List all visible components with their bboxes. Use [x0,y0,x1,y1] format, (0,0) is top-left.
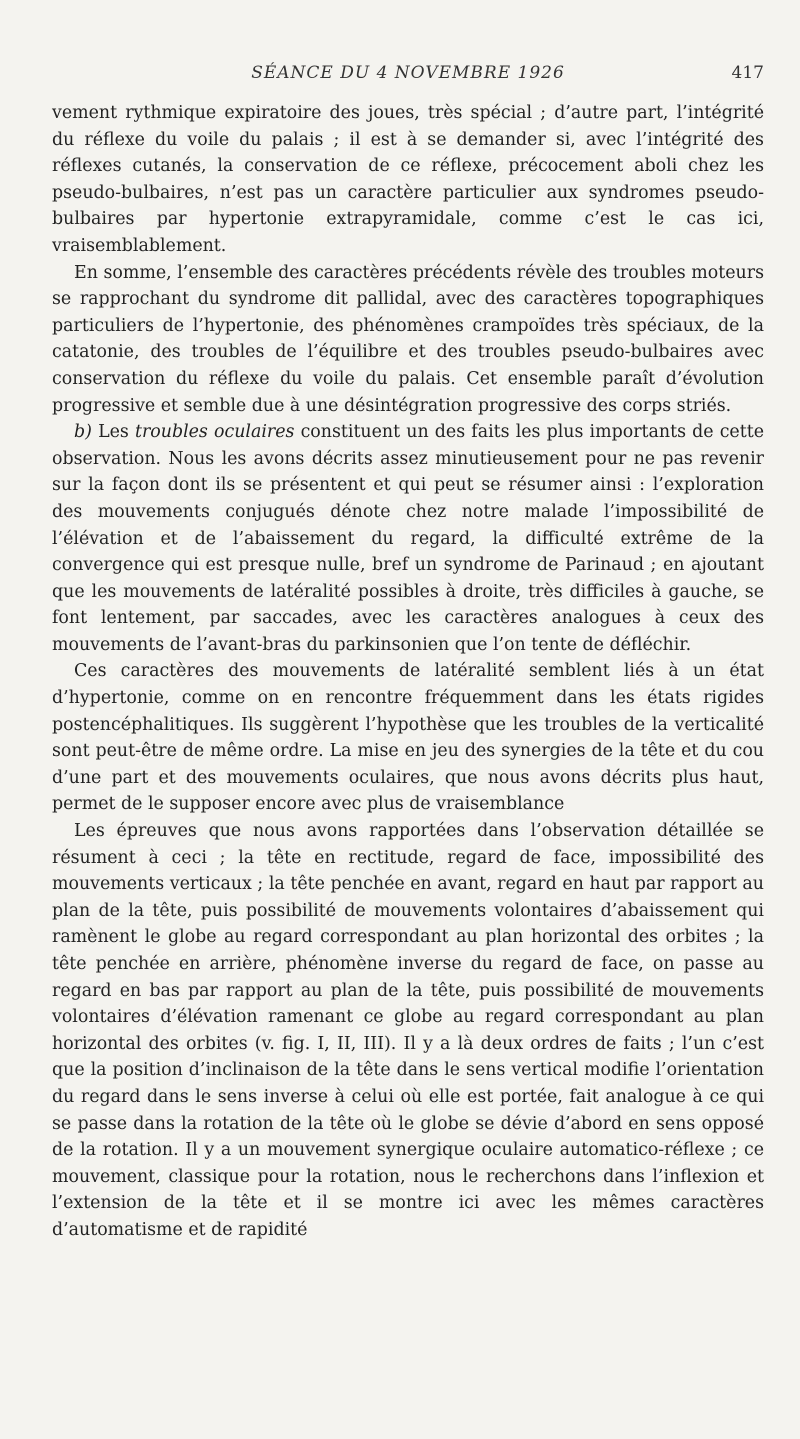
paragraph-en-somme: En somme, l’ensemble des caractères précédents révèle des troubles moteurs se rapprochant du syndrome dit pallidal, avec des caractères topographiques particuliers de l’hypertonie, des phénomènes crampoïdes très spéciaux, de la catatonie, des troubles de l’équilibre et des troubles pseudo-bulbaires avec conservation du réflexe du voile du palais. Cet ensemble paraît d’évolution progressive et semble due à une désintégration progressive des corps striés. [52,262,764,416]
body-text [52,100,764,1244]
paragraph-troubles-oculaires [52,419,764,658]
paragraph-continuation: vement rythmique expiratoire des joues, très spécial ; d’autre part, l’intégrité du réflexe du voile du palais ; il est à se demander si, avec l’intégrité des réflexes cutanés, la conservation de ce réflexe, précocement aboli chez les pseudo-bulbaires, n’est pas un caractère particulier aux syndromes pseudo-bulbaires par hypertonie extrapyramidale, comme c’est le cas ici, vraisemblablement. [52,103,764,256]
paragraph-body: constituent un des faits les plus importants de cette observation. Nous les avons décrits assez minutieusement pour ne pas revenir sur la façon dont ils se présentent et qui peut se résumer ainsi : l’exploration des mouvements conjugués dénote chez notre malade l’impossibilité de l’élévation et de l’abaissement du regard, la difficulté extrême de la convergence qui est presque nulle, bref un syndrome de Parinaud ; en ajoutant que les mouvements de latéralité possibles à droite, très difficiles à gauche, se font lentement, par saccades, avec les caractères analogues à ceux des mouvements de l’avant-bras du parkinsonien que l’on tente de défléchir. [52,422,764,655]
paragraph-lead-word: Les [98,422,129,443]
page-number: 417 [731,63,764,83]
running-header [52,63,764,87]
paragraph-caracteres-lateralite: Ces caractères des mouvements de latéralité semblent liés à un état d’hypertonie, comme on en rencontre fréquemment dans les états rigides postencéphalitiques. Ils suggèrent l’hypothèse que les troubles de la verticalité sont peut-être de même ordre. La mise en jeu des synergies de la tête et du cou d’une part et des mouvements oculaires, que nous avons décrits plus haut, permet de le supposer encore avec plus de vraisemblance [52,661,764,815]
paragraph-epreuves: Les épreuves que nous avons rapportées dans l’observation détaillée se résument à ceci ; la tête en rectitude, regard de face, impossibilité des mouvements verticaux ; la tête penchée en avant, regard en haut par rapport au plan de la tête, puis possibilité de mouvements volontaires d’abaissement qui ramènent le globe au regard correspondant au plan horizontal des orbites ; la tête penchée en arrière, phénomène inverse du regard de face, on passe au regard en bas par rapport au plan de la tête, puis possibilité de mouvements volontaires d’élévation ramenant ce globe au regard correspondant au plan horizontal des orbites (v. fig. I, II, III). Il y a là deux ordres de faits ; l’un c’est que la position d’inclinaison de la tête dans le sens vertical modifie l’orientation du regard dans le sens inverse à celui où elle est portée, fait analogue à ce qui se passe dans la rotation de la tête où le globe se dévie d’abord en sens opposé de la rotation. Il y a un mouvement synergique oculaire automatico-réflexe ; ce mouvement, classique pour la rotation, nous le recherchons dans l’inflexion et l’extension de la tête et il se montre ici avec les mêmes caractères d’automatisme et de rapidité [52,821,764,1240]
emphasis-troubles-oculaires: troubles oculaires [134,422,295,443]
running-title: SÉANCE DU 4 NOVEMBRE 1926 [251,63,565,83]
section-label: b) [74,422,92,443]
